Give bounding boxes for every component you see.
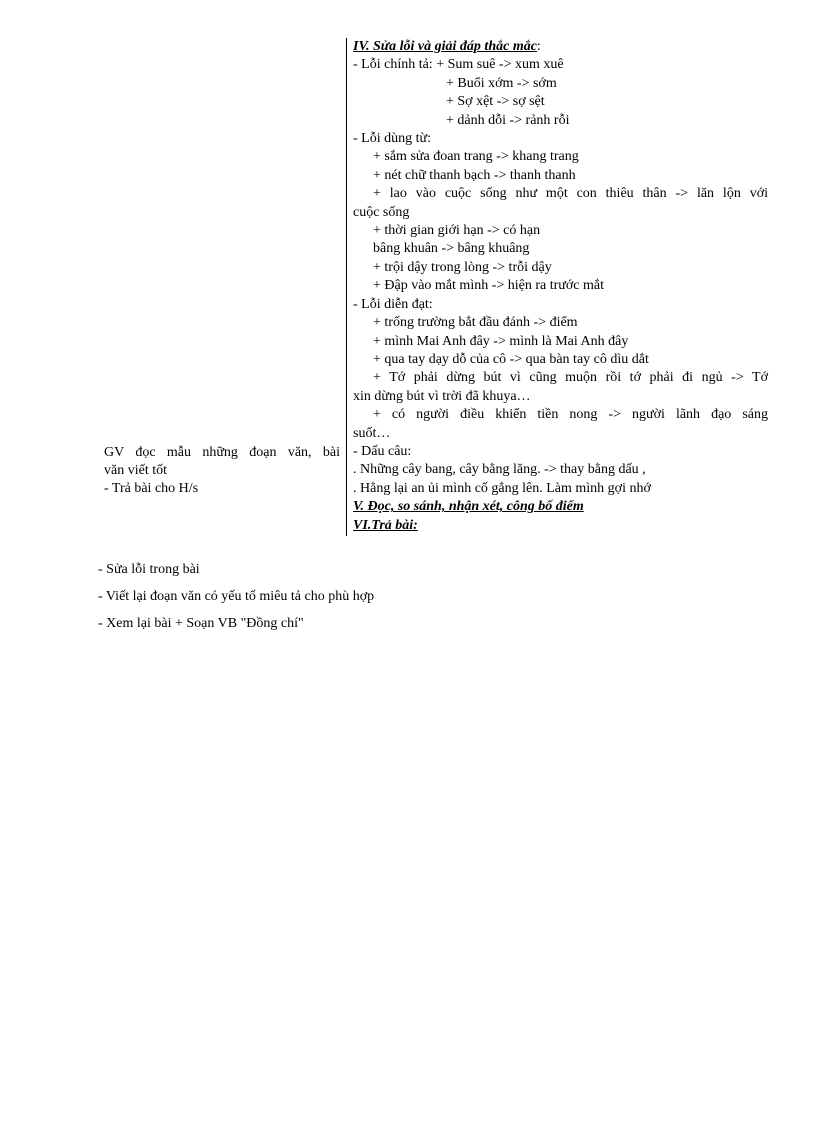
homework-item: - Viết lại đoạn văn có yếu tố miêu tả cho phù hợp — [98, 589, 375, 604]
section-heading-iv: IV. Sửa lỗi và giải đáp thắc mắc — [353, 39, 537, 54]
word-usage-item: + sắm sửa đoan trang -> khang trang — [373, 149, 579, 165]
spelling-item: + dảnh dỗi -> rảnh rỗi — [446, 112, 570, 128]
section-heading-vi: VI.Trả bài: — [353, 517, 418, 533]
heading-colon: : — [536, 39, 541, 54]
word-usage-item: + trội dậy trong lòng -> trỗi dậy — [373, 259, 552, 275]
word-usage-label: - Lỗi dùng từ: — [353, 131, 431, 147]
homework-list — [98, 556, 374, 637]
word-usage-item: + thời gian giới hạn -> có hạn — [373, 223, 541, 239]
content-column — [353, 38, 768, 535]
section-heading-v: V. Đọc, so sánh, nhận xét, công bố điểm — [353, 499, 584, 515]
punctuation-item: . Hằng lại an ủi mình cố gắng lên. Làm mình gợi nhớ — [353, 480, 651, 496]
spelling-item: + Sợ xệt -> sợ sệt — [446, 94, 545, 110]
expression-item: + trống trường bắt đầu đánh -> điểm — [373, 315, 578, 331]
punctuation-item: . Những cây bang, cây bằng lăng. -> thay bằng dấu , — [353, 462, 646, 478]
expression-item: + mình Mai Anh đây -> mình là Mai Anh đây — [373, 333, 629, 349]
spelling-item: + Buổi xớm -> sớm — [446, 75, 557, 91]
column-divider — [346, 38, 347, 536]
punctuation-label: - Dấu câu: — [353, 443, 412, 459]
homework-item: - Sửa lỗi trong bài — [98, 562, 200, 577]
expression-item-continued: xin dừng bút vì trời đã khuya… — [353, 388, 531, 404]
left-line: văn viết tốt — [104, 463, 167, 478]
left-line: - Trả bài cho H/s — [104, 481, 199, 496]
teacher-activity-column — [104, 444, 340, 498]
expression-item: + có người điều khiển tiền nong -> người lãnh đạo sáng — [373, 407, 768, 423]
word-usage-item-continued: cuộc sống — [353, 204, 410, 220]
lesson-table — [100, 38, 770, 536]
left-line: GV đọc mẫu những đoạn văn, bài — [104, 445, 340, 460]
expression-item: + qua tay dạy dỗ của cô -> qua bàn tay cô dìu dắt — [373, 351, 649, 367]
homework-item: - Xem lại bài + Soạn VB "Đồng chí" — [98, 616, 304, 631]
expression-item-continued: suốt… — [353, 425, 391, 441]
word-usage-item: + nét chữ thanh bạch -> thanh thanh — [373, 167, 576, 183]
expression-label: - Lỗi diễn đạt: — [353, 296, 433, 312]
expression-item: + Tớ phải dừng bút vì cũng muộn rồi tớ phải đi ngủ -> Tớ — [373, 370, 768, 386]
spelling-item: + Sum suê -> xum xuê — [436, 57, 564, 73]
spelling-label: - Lỗi chính tả: — [353, 57, 433, 73]
word-usage-item: + lao vào cuộc sống như một con thiêu thân -> lăn lộn với — [373, 186, 768, 202]
word-usage-item: bâng khuân -> bâng khuâng — [373, 241, 530, 257]
word-usage-item: + Đập vào mắt mình -> hiện ra trước mắt — [373, 278, 604, 294]
